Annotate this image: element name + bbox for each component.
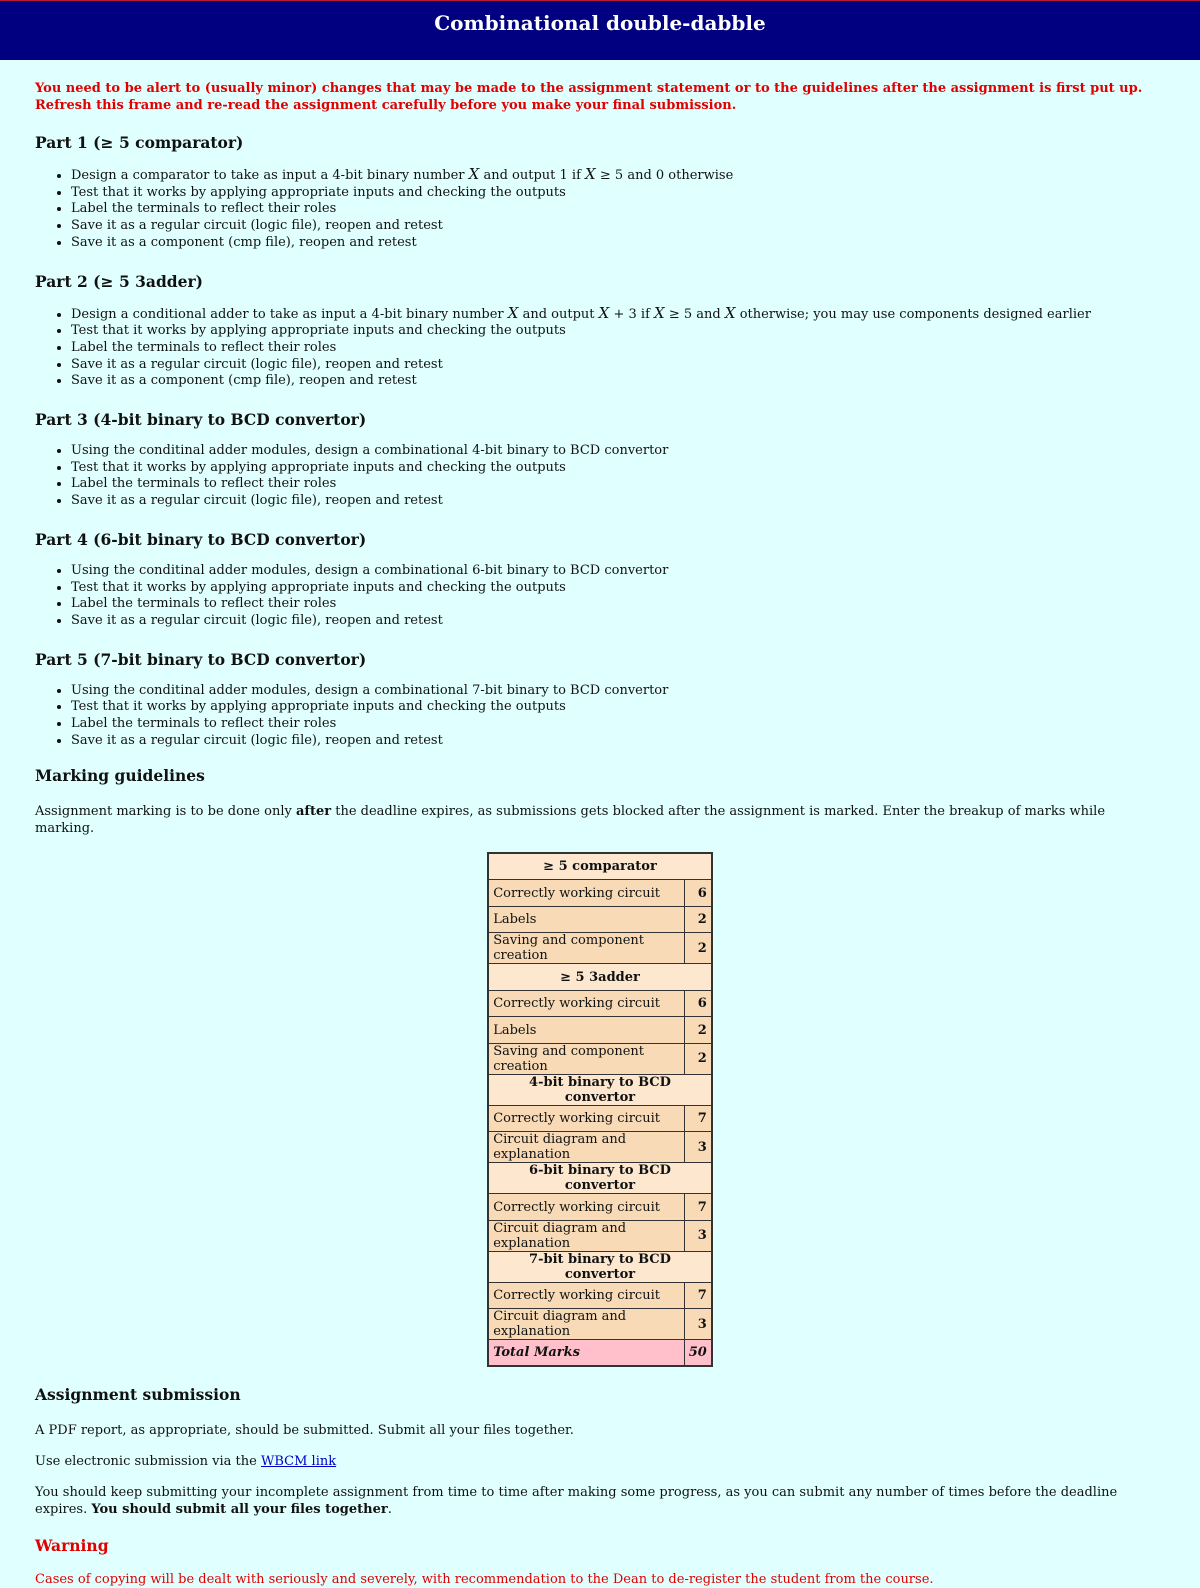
text: Design a comparator to take as input a 4-bit binary number [71, 168, 469, 183]
main-content [0, 60, 1200, 1588]
section-header: 6-bit binary to BCD convertor [488, 1163, 712, 1194]
table-row [488, 1074, 712, 1105]
table-row [488, 1194, 712, 1221]
table-row [488, 1220, 712, 1251]
total-marks-cell: 50 [684, 1340, 712, 1367]
part5-list [35, 683, 1165, 750]
marks-cell: 7 [684, 1105, 712, 1132]
list-item: • Save it as a regular circuit (logic file), reopen and retest [71, 218, 1165, 235]
criterion-cell: Saving and component creation [488, 933, 684, 964]
table-row-total [488, 1340, 712, 1367]
part1-title-suffix: comparator) [129, 133, 244, 152]
table-row [488, 1282, 712, 1309]
list-item: • Save it as a regular circuit (logic file), reopen and retest [71, 613, 1165, 630]
table-row [488, 1309, 712, 1340]
list-item: • Label the terminals to reflect their roles [71, 716, 1165, 733]
section-suffix: comparator [567, 859, 657, 875]
wbcm-link[interactable]: WBCM link [260, 1454, 337, 1470]
text: otherwise; you may use components designed earlier [735, 306, 1091, 322]
part4-list [35, 563, 1165, 630]
list-item: • Save it as a regular circuit (logic file), reopen and retest [71, 733, 1165, 750]
criterion-cell: Correctly working circuit [488, 1282, 684, 1309]
text: Use electronic submission via the [35, 1454, 261, 1470]
plus-three: + 3 [613, 306, 637, 322]
text: Design a conditional adder to take as input a 4-bit binary number [71, 306, 508, 322]
math-x: X [724, 303, 736, 322]
part4-title: Part 4 (6-bit binary to BCD convertor) [35, 529, 367, 549]
list-item [71, 305, 1165, 324]
list-item: • Label the terminals to reflect their roles [71, 476, 1165, 493]
criterion-cell: Correctly working circuit [488, 1194, 684, 1221]
text: the deadline expires, as submissions gets blocked after the assignment is marked. Enter the breakup of marks while marking. [35, 804, 1106, 837]
table-row [488, 964, 712, 991]
table-row [488, 990, 712, 1017]
ge-symbol: ≥ [599, 168, 611, 183]
text: Assignment marking is to be done only [35, 804, 296, 820]
submission-p3 [35, 1484, 1165, 1518]
marks-cell: 2 [684, 1017, 712, 1044]
criterion-cell: Circuit diagram and explanation [488, 1220, 684, 1251]
part2-list [35, 305, 1165, 391]
text: You should keep submitting your incomplete assignment from time to time after making some progress, as you can submit any number of times before the deadline expires. [35, 1485, 1118, 1518]
ge-symbol: ≥ [100, 133, 114, 152]
table-row [488, 853, 712, 880]
math-x: X [507, 303, 519, 322]
section-suffix: 3adder [584, 969, 640, 985]
criterion-cell: Correctly working circuit [488, 1105, 684, 1132]
criterion-cell: Labels [488, 1017, 684, 1044]
marks-cell: 7 [684, 1282, 712, 1309]
five-value: 5 [118, 271, 130, 291]
criterion-cell: Circuit diagram and explanation [488, 1132, 684, 1163]
submission-title: Assignment submission [35, 1385, 241, 1405]
table-row [488, 1132, 712, 1163]
ge-symbol: ≥ [543, 859, 555, 875]
list-item: • Test that it works by applying appropriate inputs and checking the outputs [71, 460, 1165, 477]
criterion-cell: Correctly working circuit [488, 880, 684, 907]
section-header: 4-bit binary to BCD convertor [488, 1074, 712, 1105]
math-x: X [654, 303, 665, 322]
text: and 0 otherwise [623, 168, 734, 183]
criterion-cell: Saving and component creation [488, 1043, 684, 1074]
list-item: • Save it as a regular circuit (logic file), reopen and retest [71, 357, 1165, 374]
list-item: • Test that it works by applying appropriate inputs and checking the outputs [71, 185, 1165, 202]
table-row [488, 880, 712, 907]
marks-cell: 6 [684, 880, 712, 907]
list-item: • Label the terminals to reflect their roles [71, 340, 1165, 357]
table-row [488, 1043, 712, 1074]
ge-symbol: ≥ [100, 271, 114, 291]
table-row [488, 933, 712, 964]
marks-cell: 6 [684, 990, 712, 1017]
table-row [488, 1105, 712, 1132]
marks-cell: 2 [684, 933, 712, 964]
list-item: • Test that it works by applying appropriate inputs and checking the outputs [71, 699, 1165, 716]
section-header [488, 853, 712, 880]
criterion-cell: Correctly working circuit [488, 990, 684, 1017]
total-label-cell: Total Marks [488, 1340, 684, 1367]
list-item: • Test that it works by applying appropriate inputs and checking the outputs [71, 580, 1165, 597]
page-title-banner [0, 0, 1200, 60]
section-header: 7-bit binary to BCD convertor [488, 1251, 712, 1282]
list-item [71, 166, 1165, 185]
bold-text: You should submit all your files together [91, 1502, 388, 1518]
page-title: Combinational double-dabble [434, 11, 766, 35]
math-x: X [598, 303, 610, 322]
ge-symbol: ≥ [668, 306, 680, 322]
marks-table [487, 852, 713, 1367]
submission-p2 [35, 1453, 1165, 1470]
five-value: 5 [575, 969, 585, 985]
marks-cell: 7 [684, 1194, 712, 1221]
text: and output 1 if [479, 168, 586, 183]
marks-cell: 3 [684, 1220, 712, 1251]
list-item: • Save it as a component (cmp file), reopen and retest [71, 373, 1165, 390]
part2-title [35, 272, 1165, 292]
bold-text: after [295, 804, 332, 820]
list-item: • Using the conditinal adder modules, design a combinational 6-bit binary to BCD convertor [71, 563, 1165, 580]
five-value: 5 [683, 306, 693, 322]
text: . [387, 1502, 392, 1518]
list-item: • Using the conditinal adder modules, design a combinational 4-bit binary to BCD convertor [71, 443, 1165, 460]
list-item: • Using the conditinal adder modules, design a combinational 7-bit binary to BCD convertor [71, 683, 1165, 700]
five-value: 5 [614, 168, 624, 183]
marks-cell: 2 [684, 906, 712, 933]
table-row [488, 1163, 712, 1194]
section-header [488, 964, 712, 991]
part3-title: Part 3 (4-bit binary to BCD convertor) [35, 410, 367, 430]
table-row [488, 906, 712, 933]
list-item: • Save it as a regular circuit (logic file), reopen and retest [71, 493, 1165, 510]
part2-title-prefix: Part 2 ( [35, 271, 101, 291]
list-item: • Test that it works by applying appropriate inputs and checking the outputs [71, 323, 1165, 340]
marks-cell: 3 [684, 1132, 712, 1163]
table-row [488, 1017, 712, 1044]
five-value: 5 [118, 133, 130, 152]
list-item: • Label the terminals to reflect their roles [71, 596, 1165, 613]
marking-title: Marking guidelines [35, 766, 205, 786]
text: and [692, 306, 725, 322]
warning-title: Warning [35, 1536, 109, 1556]
text: and output [518, 306, 599, 322]
marks-cell: 3 [684, 1309, 712, 1340]
alert-notice: You need to be alert to (usually minor) changes that may be made to the assignment statement or to the guidelines after the assignment is first put up. Refresh this frame and re-read the assignment carefully before you make your final submission. [35, 81, 1143, 113]
submission-p1: A PDF report, as appropriate, should be submitted. Submit all your files together. [35, 1423, 574, 1439]
five-value: 5 [558, 859, 568, 875]
warning-text: Cases of copying will be dealt with seriously and severely, with recommendation to the Dean to de-register the student from the course. [35, 1572, 934, 1588]
criterion-cell: Circuit diagram and explanation [488, 1309, 684, 1340]
part3-list [35, 443, 1165, 510]
part2-title-suffix: 3adder) [129, 271, 203, 291]
list-item: • Save it as a component (cmp file), reopen and retest [71, 235, 1165, 252]
part5-title: Part 5 (7-bit binary to BCD convertor) [35, 649, 367, 669]
text: if [636, 306, 655, 322]
marking-text [35, 803, 1165, 837]
math-x: X [585, 165, 596, 183]
marks-cell: 2 [684, 1043, 712, 1074]
table-row [488, 1251, 712, 1282]
math-x: X [468, 165, 480, 183]
part1-list [35, 166, 1165, 252]
list-item: • Label the terminals to reflect their roles [71, 201, 1165, 218]
ge-symbol: ≥ [560, 969, 572, 985]
criterion-cell: Labels [488, 906, 684, 933]
part1-title-prefix: Part 1 ( [35, 133, 101, 152]
part1-title [35, 133, 1165, 153]
